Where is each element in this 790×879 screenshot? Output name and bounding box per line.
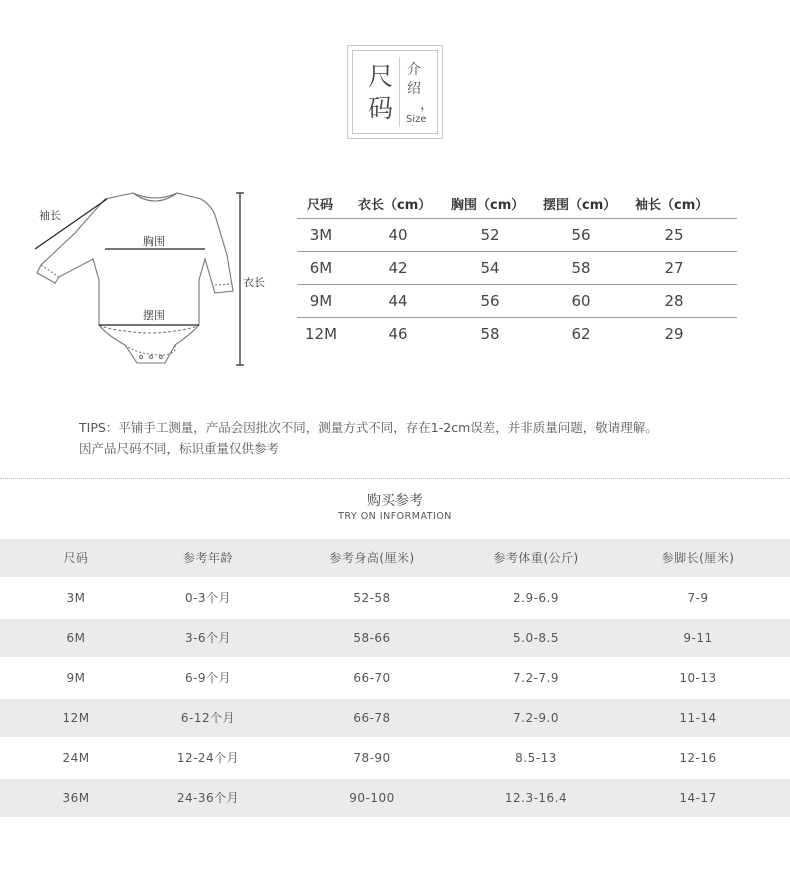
chest-label: 胸围 <box>143 235 165 248</box>
header-size-word: Size <box>406 114 427 125</box>
measure-cell-size: 6M <box>309 259 333 277</box>
purchase-cell-weight: 7.2-9.0 <box>513 711 559 725</box>
purchase-cell-size: 12M <box>62 711 90 725</box>
measure-cell-sleeve: 28 <box>664 292 684 310</box>
measure-cell-chest: 56 <box>480 292 500 310</box>
purchase-cell-height: 78-90 <box>353 751 391 765</box>
purchase-header-height: 参考身高(厘米) <box>329 551 415 565</box>
measure-row <box>297 259 737 279</box>
purchase-row <box>0 659 790 697</box>
measure-cell-length: 44 <box>388 292 408 310</box>
purchase-cell-age: 24-36个月 <box>176 791 240 805</box>
purchase-cell-size: 9M <box>66 671 86 685</box>
header-char-jie: 介 <box>407 62 421 78</box>
purchase-cell-size: 3M <box>66 591 86 605</box>
purchase-cell-foot: 12-16 <box>679 751 717 765</box>
purchase-cell-size: 6M <box>66 631 86 645</box>
tips-line: TIPS：平铺手工测量，产品会因批次不同，测量方式不同，存在1-2cm误差，并非质量问题，敬请理解。 <box>79 420 658 435</box>
purchase-row <box>0 579 790 617</box>
measure-cell-chest: 52 <box>480 226 500 244</box>
measure-header-hem: 摆围（cm） <box>543 198 617 213</box>
purchase-row <box>0 779 790 817</box>
measure-cell-chest: 58 <box>480 325 500 343</box>
sleeve-length-label: 袖长 <box>39 209 61 222</box>
purchase-cell-foot: 9-11 <box>683 631 713 645</box>
purchase-cell-height: 66-70 <box>353 671 391 685</box>
measure-cell-length: 42 <box>388 259 408 277</box>
purchase-header-foot: 参脚长(厘米) <box>661 551 735 565</box>
measure-header-sleeve: 袖长（cm） <box>635 198 709 213</box>
purchase-cell-height: 58-66 <box>353 631 391 645</box>
purchase-cell-height: 52-58 <box>353 591 391 605</box>
measure-header-length: 衣长（cm） <box>358 198 432 213</box>
measure-header-size: 尺码 <box>307 198 334 213</box>
purchase-cell-weight: 12.3-16.4 <box>504 791 568 805</box>
measure-divider <box>297 284 737 285</box>
measure-cell-hem: 62 <box>571 325 591 343</box>
purchase-cell-age: 0-3个月 <box>184 591 232 605</box>
purchase-header-row <box>0 539 790 577</box>
purchase-cell-size: 24M <box>62 751 90 765</box>
measure-cell-size: 3M <box>309 226 333 244</box>
purchase-cell-age: 6-9个月 <box>184 671 232 685</box>
measure-cell-length: 40 <box>388 226 408 244</box>
tips-line: 因产品尺码不同，标识重量仅供参考 <box>79 441 280 456</box>
header-divider <box>399 57 400 127</box>
measure-divider <box>297 251 737 252</box>
measure-row <box>297 292 737 312</box>
measure-cell-hem: 60 <box>571 292 591 310</box>
header-comma: ， <box>420 97 434 113</box>
purchase-cell-foot: 10-13 <box>679 671 717 685</box>
purchase-cell-age: 6-12个月 <box>180 711 236 725</box>
purchase-cell-weight: 8.5-13 <box>515 751 557 765</box>
measure-cell-chest: 54 <box>480 259 500 277</box>
hem-label: 摆围 <box>143 309 165 322</box>
measure-row <box>297 226 737 246</box>
purchase-header-age: 参考年龄 <box>182 551 233 565</box>
purchase-section-subtitle: TRY ON INFORMATION <box>338 511 452 522</box>
measure-cell-hem: 58 <box>571 259 591 277</box>
header-char-chi: 尺 <box>368 62 394 91</box>
measure-header-chest: 胸围（cm） <box>451 198 525 213</box>
length-label: 衣长 <box>243 276 265 289</box>
measure-cell-length: 46 <box>388 325 408 343</box>
purchase-cell-height: 66-78 <box>353 711 391 725</box>
purchase-header-size: 尺码 <box>63 551 89 565</box>
purchase-row <box>0 699 790 737</box>
purchase-cell-height: 90-100 <box>349 791 395 805</box>
purchase-cell-size: 36M <box>62 791 90 805</box>
purchase-cell-weight: 5.0-8.5 <box>513 631 559 645</box>
purchase-cell-age: 12-24个月 <box>176 751 240 765</box>
measure-cell-size: 9M <box>309 292 333 310</box>
purchase-cell-weight: 7.2-7.9 <box>513 671 559 685</box>
measure-row <box>297 325 737 345</box>
header-char-ma: 码 <box>368 94 394 123</box>
tips-note <box>79 417 658 459</box>
purchase-cell-foot: 11-14 <box>679 711 717 725</box>
purchase-row <box>0 619 790 657</box>
section-divider <box>0 478 790 479</box>
purchase-header-weight: 参考体重(公斤) <box>493 551 579 565</box>
measure-divider <box>297 317 737 318</box>
purchase-row <box>0 739 790 777</box>
measure-cell-hem: 56 <box>571 226 591 244</box>
measure-cell-size: 12M <box>304 325 338 343</box>
purchase-cell-foot: 7-9 <box>687 591 709 605</box>
measure-cell-sleeve: 25 <box>664 226 684 244</box>
purchase-cell-weight: 2.9-6.9 <box>513 591 559 605</box>
purchase-section-title: 购买参考 <box>367 493 423 509</box>
measure-divider <box>297 218 737 219</box>
purchase-cell-foot: 14-17 <box>679 791 717 805</box>
measure-cell-sleeve: 29 <box>664 325 684 343</box>
header-char-shao: 绍 <box>407 81 421 97</box>
measure-cell-sleeve: 27 <box>664 259 684 277</box>
purchase-cell-age: 3-6个月 <box>184 631 232 645</box>
